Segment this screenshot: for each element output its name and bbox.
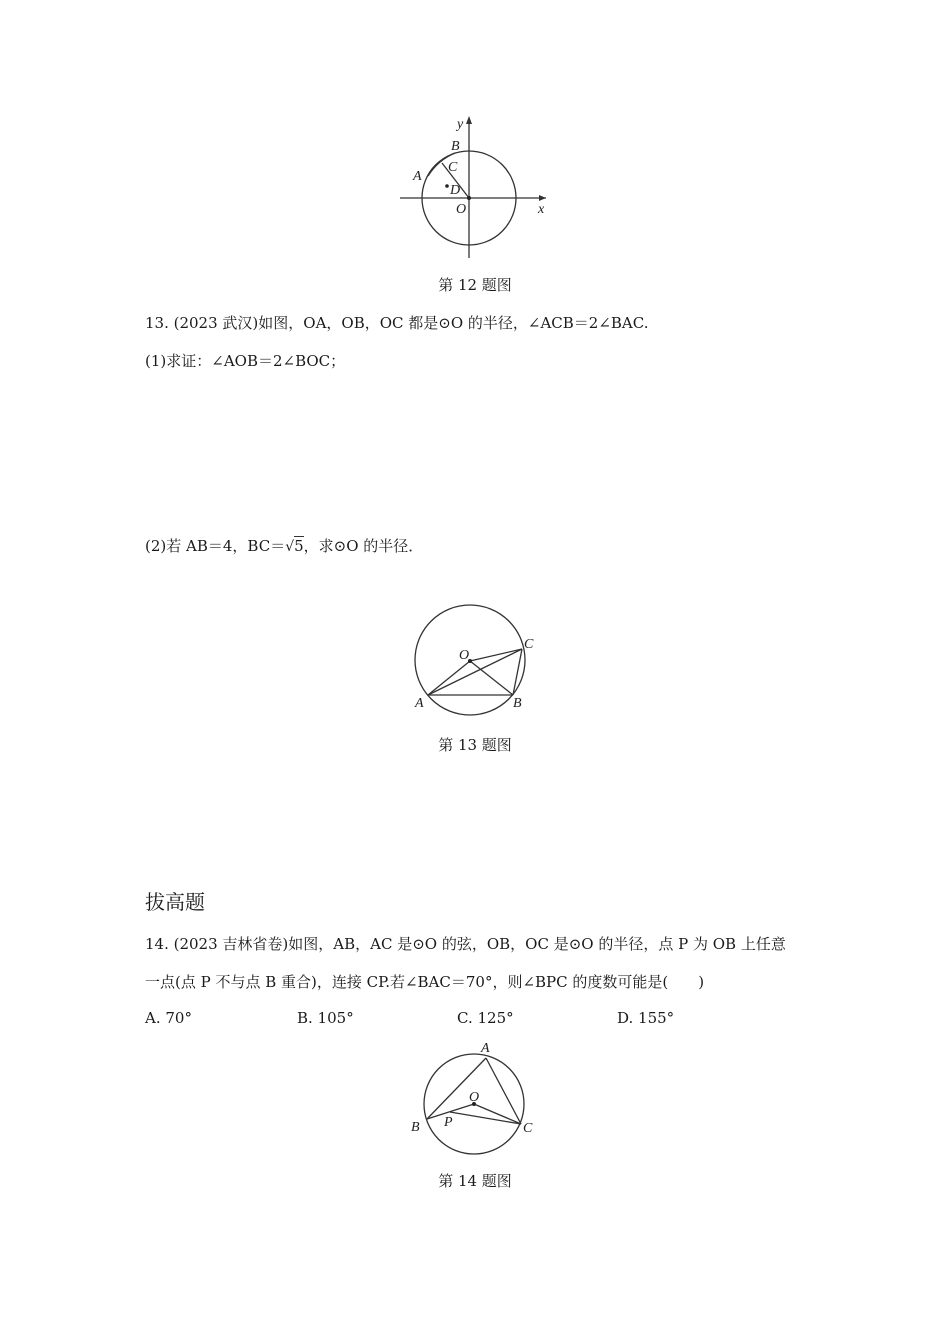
q13-part2-suffix: ，求⊙O 的半径． bbox=[303, 537, 424, 555]
option-d: D. 155° bbox=[617, 1009, 675, 1027]
label-D: D bbox=[450, 183, 461, 198]
q13-part2-sqrt: 5 bbox=[294, 537, 304, 555]
label-B: B bbox=[451, 139, 460, 154]
label-A: A bbox=[481, 1041, 490, 1056]
sqrt-symbol: √ bbox=[285, 539, 295, 555]
q13-part2 bbox=[145, 535, 423, 556]
q13-part1: (1)求证：∠AOB＝2∠BOC； bbox=[145, 352, 346, 370]
label-O: O bbox=[459, 648, 470, 663]
figure-14-caption: 第 14 题图 bbox=[438, 1172, 512, 1190]
option-b: B. 105° bbox=[297, 1009, 354, 1027]
label-A: A bbox=[413, 169, 422, 184]
figure-13-caption: 第 13 题图 bbox=[438, 736, 512, 754]
section-title: 拔高题 bbox=[145, 890, 205, 914]
figure-12-caption: 第 12 题图 bbox=[438, 276, 512, 294]
figure-12-diagram bbox=[0, 0, 950, 280]
label-x: x bbox=[538, 202, 545, 217]
label-y: y bbox=[457, 117, 464, 132]
option-a: A. 70° bbox=[145, 1009, 192, 1027]
label-C: C bbox=[523, 1121, 533, 1136]
q13-stem: 13. (2023 武汉)如图，OA，OB，OC 都是⊙O 的半径，∠ACB＝2∠BAC. bbox=[145, 314, 649, 332]
figure-13-diagram bbox=[0, 590, 950, 730]
label-O: O bbox=[469, 1090, 480, 1105]
label-P: P bbox=[444, 1115, 453, 1130]
q14-line2: 一点(点 P 不与点 B 重合)，连接 CP.若∠BAC＝70°，则∠BPC 的度数可能是( ) bbox=[145, 973, 705, 991]
q14-line1: 14. (2023 吉林省卷)如图，AB，AC 是⊙O 的弦，OB，OC 是⊙O 的半径，点 P 为 OB 上任意 bbox=[145, 935, 786, 953]
option-c: C. 125° bbox=[457, 1009, 514, 1027]
label-A: A bbox=[415, 696, 424, 711]
label-B: B bbox=[411, 1120, 420, 1135]
label-C: C bbox=[448, 160, 458, 175]
q13-part2-prefix: (2)若 AB＝4，BC＝ bbox=[145, 537, 286, 555]
label-B: B bbox=[513, 696, 522, 711]
label-C: C bbox=[524, 637, 534, 652]
label-O: O bbox=[456, 202, 467, 217]
figure-14-diagram bbox=[0, 1030, 950, 1165]
